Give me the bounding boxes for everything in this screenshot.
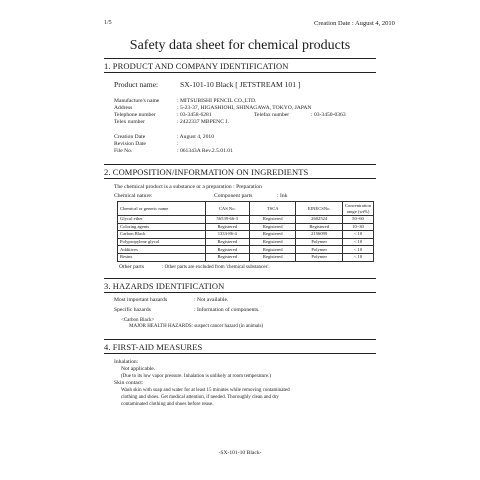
- table-header-row: [118, 202, 374, 216]
- revision-date-label: Revision Date: [114, 141, 146, 147]
- skin-contact-text-1: Wash skin with soap and water for at least 15 minutes while removing contaminated: [121, 388, 290, 393]
- table-row: [118, 253, 374, 261]
- table-cell: Resins: [118, 253, 206, 261]
- revision-date-value: :: [177, 141, 179, 147]
- other-parts-label: Other parts: [119, 264, 145, 270]
- table-cell: Coloring agents: [118, 223, 206, 231]
- column-header: Concentration range (wt%): [342, 202, 373, 216]
- skin-contact-text-3: contaminated clothing and shoes before reuse.: [121, 402, 214, 407]
- table-cell: Carbon Black: [118, 231, 206, 239]
- file-no-value: : 061343A Rev.2.5.01.01: [177, 148, 233, 154]
- table-cell: < 10: [342, 231, 373, 239]
- ingredients-table: [117, 201, 374, 262]
- table-cell: < 10: [342, 253, 373, 261]
- carbon-black-label: <Carbon Black>: [121, 318, 155, 323]
- creation-date-label: Creation Date: [114, 134, 146, 140]
- telefax-label: Telefax number: [254, 112, 290, 118]
- column-header: EINECSNo.: [296, 202, 343, 216]
- carbon-black-hazard: MAJOR HEALTH HAZARDS: suspect cancer hazard (in animals): [129, 324, 264, 329]
- table-cell: Additives: [118, 246, 206, 254]
- header-creation-date: Creation Date : August 4, 2010: [314, 20, 395, 27]
- inhalation-text-1: Not applicable.: [121, 366, 156, 372]
- specific-hazards-label: Specific hazards: [114, 307, 151, 313]
- table-cell: Registered: [205, 223, 249, 231]
- inhalation-label: Inhalation:: [114, 359, 139, 365]
- table-cell: Polymer: [296, 253, 343, 261]
- column-header: CAS No.: [205, 202, 249, 216]
- other-parts-value: : Other parts are excluded from 'chemical substances'.: [162, 264, 270, 270]
- component-parts-label: Component parts: [214, 193, 253, 199]
- table-cell: 2602524: [296, 216, 343, 224]
- table-cell: Registered: [205, 246, 249, 254]
- table-cell: Polypropylene glycol: [118, 238, 206, 246]
- table-row: [118, 216, 374, 224]
- important-hazards-value: : Not available.: [194, 297, 229, 303]
- column-header: Chemical or generic name: [118, 202, 206, 216]
- table-cell: 56539-66-3: [205, 216, 249, 224]
- table-cell: 1333-86-4: [205, 231, 249, 239]
- creation-date-value: : August 4, 2010: [177, 134, 214, 140]
- table-row: [118, 223, 374, 231]
- manufacturer-value: : MITSUBISHI PENCIL CO.,LTD.: [177, 98, 257, 104]
- table-cell: Registered: [250, 223, 296, 231]
- page-footer: -SX-101-10 Black-: [218, 450, 262, 456]
- address-value: : 5-23-37, HIGASHIOHI, SHINAGAWA, TOKYO, JAPAN: [177, 105, 312, 111]
- table-cell: Registered: [296, 223, 343, 231]
- table-cell: < 10: [342, 238, 373, 246]
- table-cell: 10~30: [342, 223, 373, 231]
- column-header: TSCA: [250, 202, 296, 216]
- telefax-value: : 03-3450-0363: [311, 112, 346, 118]
- preparation-statement: The chemical product is a substance or a preparation : Preparation: [114, 184, 262, 190]
- table-cell: Polymer: [296, 246, 343, 254]
- section-heading-3: 3. HAZARDS IDENTIFICATION: [104, 281, 376, 291]
- table-cell: Registered: [205, 238, 249, 246]
- file-no-label: File No.: [114, 148, 133, 154]
- table-cell: Registered: [250, 253, 296, 261]
- manufacturer-label: Manufacture's name: [114, 98, 160, 104]
- telex-label: Telex number: [114, 119, 145, 125]
- product-name-value: SX-101-10 Black [ JETSTREAM 101 ]: [180, 80, 301, 89]
- inhalation-text-2: (Due to its low vapor pressure. Inhalation is unlikely at room temperature.): [121, 373, 272, 379]
- page-number: 1/5: [104, 20, 112, 26]
- telephone-label: Telephone number: [114, 112, 156, 118]
- table-cell: Registered: [250, 231, 296, 239]
- section-heading-2: 2. COMPOSITION/INFORMATION ON INGREDIENTS: [104, 167, 376, 177]
- table-row: [118, 238, 374, 246]
- table-cell: 2156099: [296, 231, 343, 239]
- section-heading-4: 4. FIRST-AID MEASURES: [104, 342, 376, 352]
- address-label: Address: [114, 105, 133, 111]
- telephone-value: : 03-3458-6281: [177, 112, 212, 118]
- skin-contact-text-2: clothing and shoes. Get medical attention, if needed. Thoroughly clean and dry: [121, 395, 279, 400]
- chemical-nature-label: Chemical nature:: [114, 193, 153, 199]
- table-cell: Registered: [250, 246, 296, 254]
- skin-contact-label: Skin contact:: [114, 380, 144, 386]
- table-cell: < 10: [342, 246, 373, 254]
- document-title: Safety data sheet for chemical products: [129, 38, 351, 53]
- table-cell: 50~60: [342, 216, 373, 224]
- telex-value: : 2422337 MBPENC J.: [177, 119, 229, 125]
- component-parts-value: : Ink: [277, 193, 288, 199]
- table-cell: Polymer: [296, 238, 343, 246]
- specific-hazards-value: : Information of components.: [194, 307, 260, 313]
- product-name-label: Product name:: [114, 80, 159, 89]
- table-row: [118, 246, 374, 254]
- table-row: [118, 231, 374, 239]
- section-heading-1: 1. PRODUCT AND COMPANY IDENTIFICATION: [104, 61, 376, 71]
- table-cell: Registered: [250, 238, 296, 246]
- table-cell: Glycol ether: [118, 216, 206, 224]
- table-cell: Registered: [250, 216, 296, 224]
- table-cell: Registered: [205, 253, 249, 261]
- important-hazards-label: Most important hazards: [114, 297, 168, 303]
